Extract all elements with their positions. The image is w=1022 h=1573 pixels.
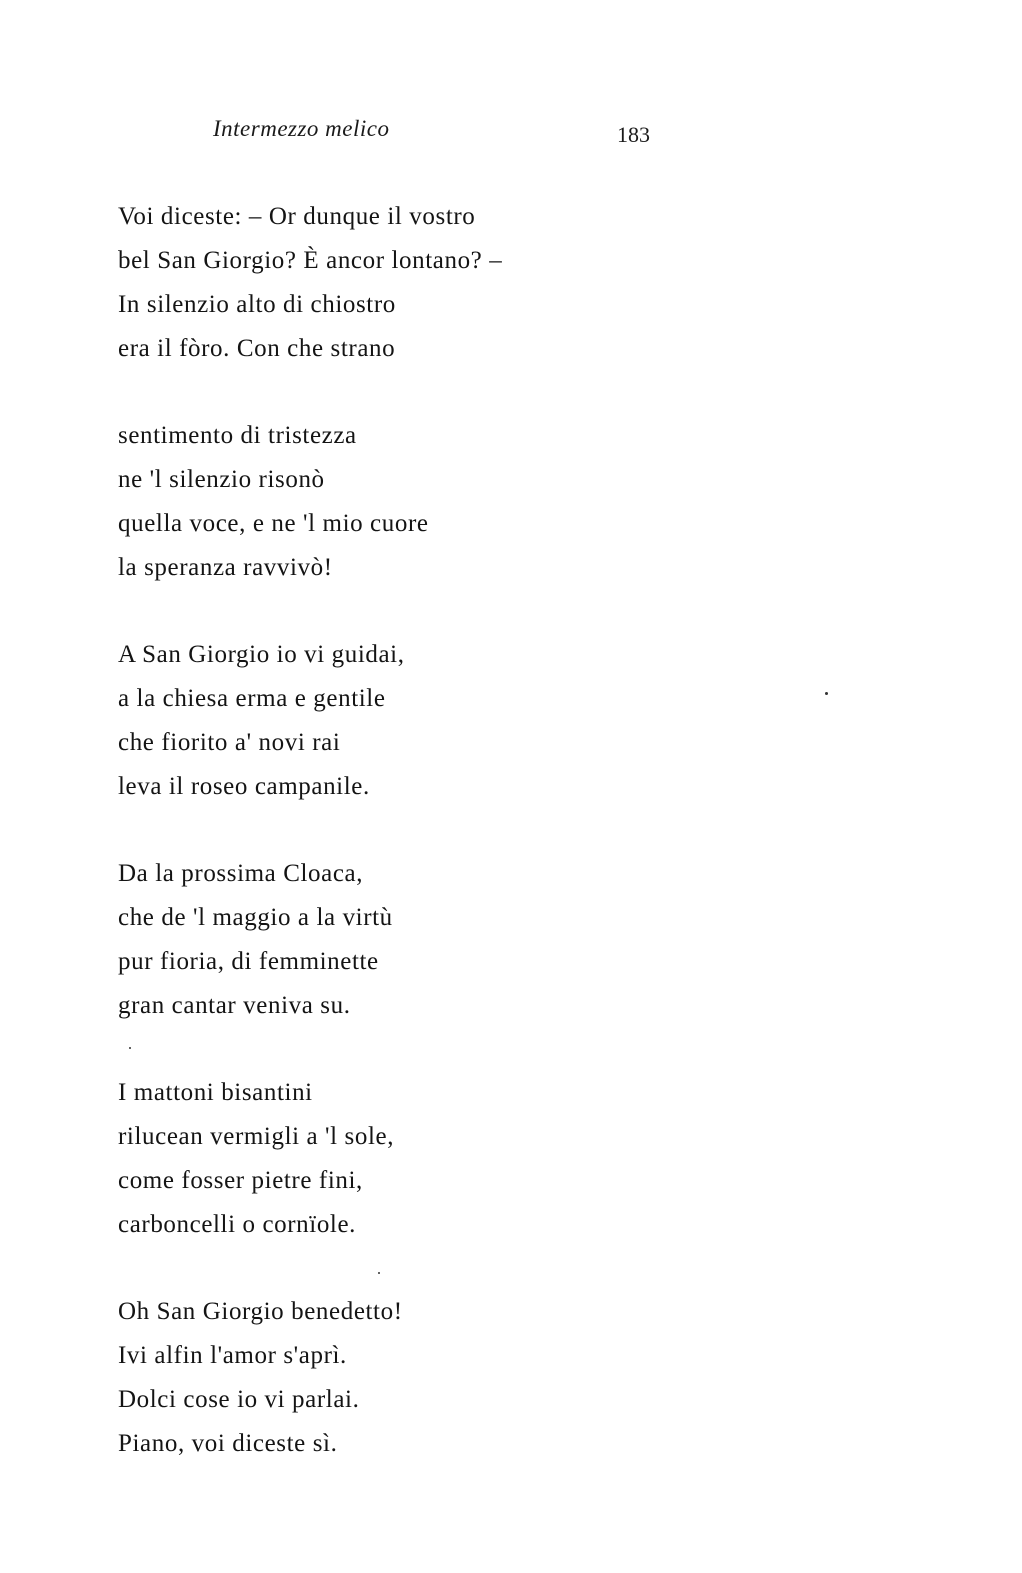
verse-line: Da la prossima Cloaca, xyxy=(118,860,364,887)
verse-line: leva il roseo campanile. xyxy=(118,773,370,800)
stanza xyxy=(118,633,818,809)
verse-line: ne 'l silenzio risonò xyxy=(118,466,325,493)
verse-line: bel San Giorgio? È ancor lontano? – xyxy=(118,247,503,274)
verse-line: come fosser pietre fini, xyxy=(118,1167,363,1194)
verse-line: era il fòro. Con che strano xyxy=(118,335,396,362)
page-header xyxy=(0,116,1022,152)
scan-speck xyxy=(129,1047,131,1049)
stanza xyxy=(118,852,818,1028)
stanza xyxy=(118,1071,818,1247)
verse-line: I mattoni bisantini xyxy=(118,1079,313,1106)
scan-speck xyxy=(825,692,828,695)
verse-line: quella voce, e ne 'l mio cuore xyxy=(118,510,429,537)
scan-speck xyxy=(378,1272,380,1274)
verse-line: Ivi alfin l'amor s'aprì. xyxy=(118,1342,347,1369)
stanza xyxy=(118,195,818,371)
verse-line: In silenzio alto di chiostro xyxy=(118,291,396,318)
verse-line: Voi diceste: – Or dunque il vostro xyxy=(118,203,476,230)
verse-line: gran cantar veniva su. xyxy=(118,992,351,1019)
verse-line: che fiorito a' novi rai xyxy=(118,729,341,756)
verse-line: Oh San Giorgio benedetto! xyxy=(118,1298,403,1325)
verse-line: a la chiesa erma e gentile xyxy=(118,685,386,712)
verse-line: Piano, voi diceste sì. xyxy=(118,1430,338,1457)
verse-line: sentimento di tristezza xyxy=(118,422,357,449)
verse-line: carboncelli o cornïole. xyxy=(118,1211,357,1238)
stanza xyxy=(118,1290,818,1466)
verse-line: A San Giorgio io vi guidai, xyxy=(118,641,405,668)
verse-line: che de 'l maggio a la virtù xyxy=(118,904,393,931)
verse-line: pur fioria, di femminette xyxy=(118,948,379,975)
running-title: Intermezzo melico xyxy=(213,116,390,141)
verse-line: rilucean vermigli a 'l sole, xyxy=(118,1123,395,1150)
verse-line: Dolci cose io vi parlai. xyxy=(118,1386,360,1413)
stanza xyxy=(118,414,818,590)
verse-line: la speranza ravvivò! xyxy=(118,554,333,581)
poem-body xyxy=(118,195,818,1509)
page-number: 183 xyxy=(617,122,650,147)
